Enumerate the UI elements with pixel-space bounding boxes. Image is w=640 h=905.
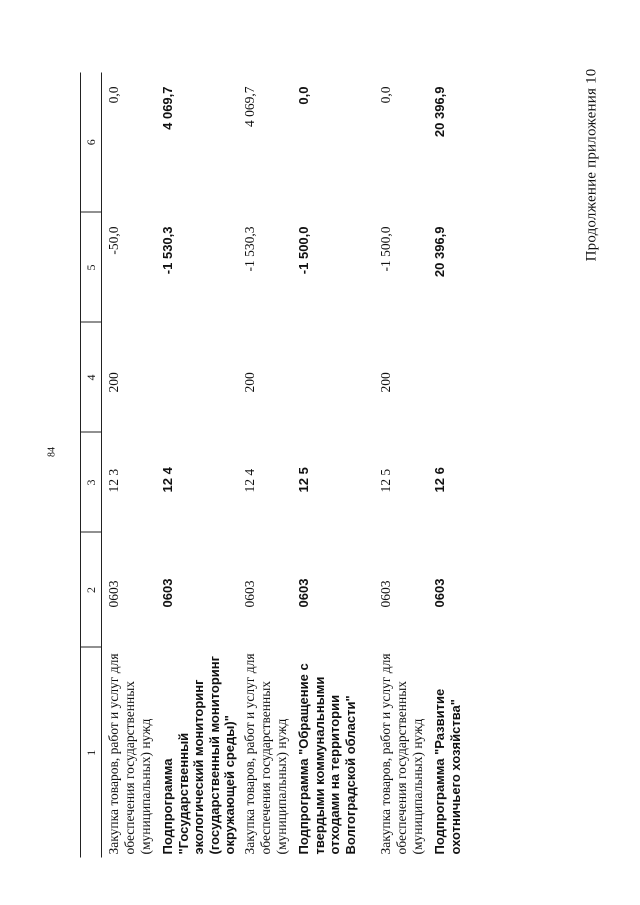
table-row (430, 73, 484, 858)
row-program-code: 12 4 (242, 468, 257, 493)
row-section-code: 0603 (160, 578, 175, 608)
row-name: Закупка товаров, работ и услуг для обеспечения государственных (муниципальных) нужд (106, 653, 154, 855)
table-row (158, 73, 240, 858)
row-program-code: 12 6 (432, 467, 447, 493)
row-change-amount: -1 530,3 (242, 226, 257, 272)
row-change-amount: -1 500,0 (296, 226, 311, 275)
column-header-4: 4 (81, 323, 102, 433)
row-section-code: 0603 (242, 580, 257, 608)
row-total-amount: 0,0 (378, 86, 393, 104)
budget-table (80, 73, 484, 858)
row-expense-type (294, 323, 376, 433)
row-name: Закупка товаров, работ и услуг для обеспечения государственных (муниципальных) нужд (242, 653, 290, 855)
row-expense-type: 200 (106, 372, 121, 393)
row-name: Подпрограмма "Государственный экологический мониторинг (государственный мониторинг окружающей среды)" (160, 655, 238, 855)
row-expense-type: 200 (242, 372, 257, 393)
appendix-continuation-note: Продолжение приложения 10 (583, 68, 600, 262)
row-section-code: 0603 (432, 578, 447, 608)
row-program-code: 12 5 (296, 467, 311, 493)
row-name: Закупка товаров, работ и услуг для обеспечения государственных (муниципальных) нужд (378, 653, 426, 855)
table-row (376, 73, 430, 858)
row-expense-type (430, 323, 484, 433)
column-header-2: 2 (81, 533, 102, 648)
row-total-amount: 4 069,7 (160, 86, 175, 130)
row-change-amount: 20 396,9 (432, 226, 447, 278)
row-total-amount: 4 069,7 (242, 86, 257, 127)
column-header-6: 6 (81, 73, 102, 213)
row-expense-type: 200 (378, 372, 393, 393)
row-change-amount: -1 500,0 (378, 226, 393, 272)
row-total-amount: 20 396,9 (432, 86, 447, 138)
budget-table-container (80, 73, 570, 858)
row-section-code: 0603 (296, 578, 311, 608)
table-row (294, 73, 376, 858)
table-header-row (81, 73, 102, 858)
row-program-code: 12 4 (160, 467, 175, 493)
column-header-1: 1 (81, 648, 102, 858)
table-row (102, 73, 159, 858)
column-header-5: 5 (81, 213, 102, 323)
page-number: 84 (46, 447, 58, 457)
row-total-amount: 0,0 (106, 86, 121, 104)
row-total-amount: 0,0 (296, 86, 311, 105)
row-change-amount: -1 530,3 (160, 226, 175, 275)
row-change-amount: -50,0 (106, 226, 121, 255)
column-header-3: 3 (81, 433, 102, 533)
row-section-code: 0603 (106, 580, 121, 608)
row-program-code: 12 3 (106, 468, 121, 493)
row-expense-type (158, 323, 240, 433)
row-section-code: 0603 (378, 580, 393, 608)
row-name: Подпрограмма "Обращение с твердыми коммунальными отходами на территории Волгоградской области" (296, 663, 358, 855)
row-program-code: 12 5 (378, 468, 393, 493)
row-name: Подпрограмма "Развитие охотничьего хозяйства" (432, 688, 463, 855)
table-row (240, 73, 294, 858)
